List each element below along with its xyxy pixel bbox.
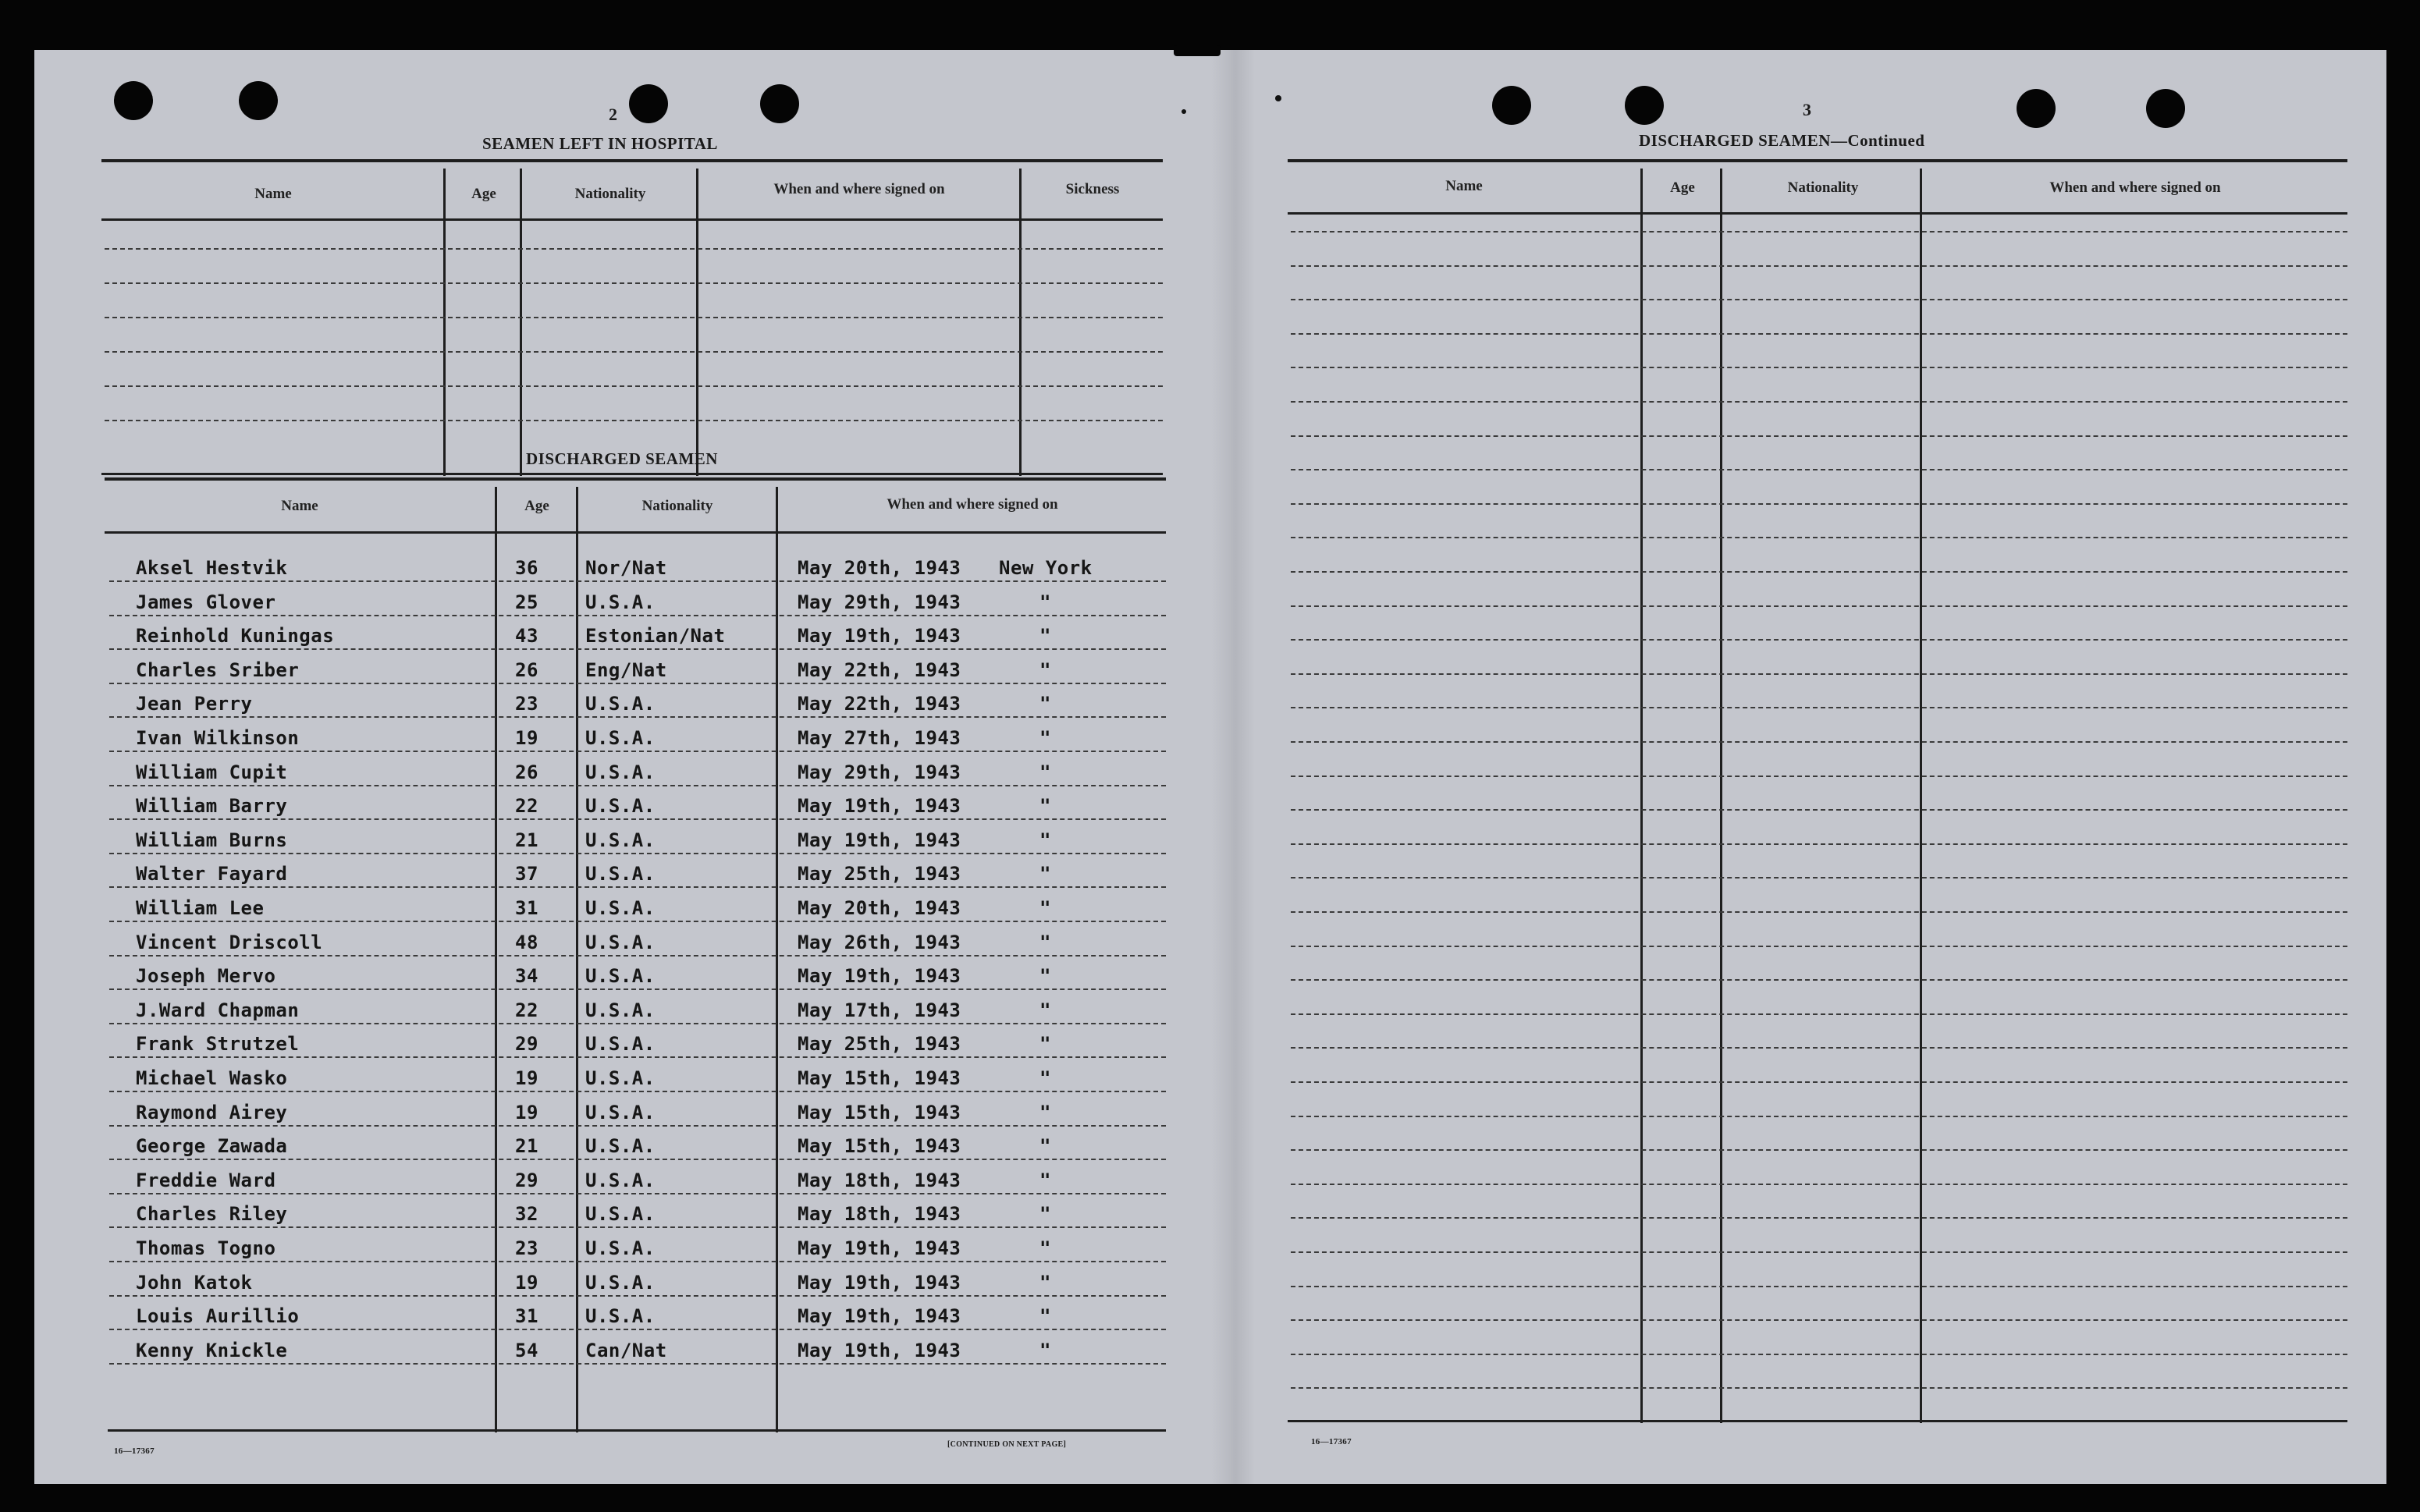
discharged-top-rule xyxy=(105,477,1166,481)
right-ruled-line xyxy=(1291,911,2347,913)
seaman-age: 19 xyxy=(515,1271,538,1294)
seaman-nationality: U.S.A. xyxy=(585,761,656,783)
seaman-age: 26 xyxy=(515,658,538,681)
discharged-ruled-line xyxy=(109,1363,1166,1365)
seaman-age: 23 xyxy=(515,693,538,715)
seaman-signed-on-place: " xyxy=(1039,591,1051,613)
punch-hole xyxy=(629,84,668,123)
seaman-signed-on-place: " xyxy=(1039,625,1051,648)
hospital-header-age: Age xyxy=(471,186,496,202)
discharged-ruled-line xyxy=(109,1193,1166,1194)
seaman-signed-on-place: " xyxy=(1039,931,1051,953)
seaman-signed-on-date: May 19th, 1943 xyxy=(798,1237,961,1259)
hospital-ruled-line xyxy=(105,385,1163,387)
seaman-age: 32 xyxy=(515,1203,538,1226)
seaman-name: Kenny Knickle xyxy=(136,1339,288,1361)
left-form-number: 16—17367 xyxy=(114,1446,155,1456)
seaman-signed-on-place: " xyxy=(1039,1305,1051,1328)
right-ruled-line xyxy=(1291,1149,2347,1151)
seaman-age: 21 xyxy=(515,829,538,851)
seaman-signed-on-date: May 19th, 1943 xyxy=(798,1339,961,1361)
seaman-name: Vincent Driscoll xyxy=(136,931,323,953)
discharged-header-rule xyxy=(105,531,1166,534)
right-ruled-line xyxy=(1291,979,2347,981)
seaman-age: 22 xyxy=(515,795,538,818)
seaman-name: Freddie Ward xyxy=(136,1169,276,1191)
seaman-name: Frank Strutzel xyxy=(136,1033,300,1056)
seaman-signed-on-date: May 25th, 1943 xyxy=(798,1033,961,1056)
seaman-age: 25 xyxy=(515,591,538,613)
discharged-ruled-line xyxy=(109,785,1166,786)
seaman-nationality: U.S.A. xyxy=(585,999,656,1021)
right-ruled-line xyxy=(1291,1047,2347,1049)
seaman-signed-on-place: " xyxy=(1039,897,1051,919)
seaman-signed-on-date: May 19th, 1943 xyxy=(798,625,961,648)
seaman-signed-on-place: " xyxy=(1039,1101,1051,1123)
hospital-col-divider xyxy=(1019,169,1022,476)
seaman-age: 23 xyxy=(515,1237,538,1259)
discharged-ruled-line xyxy=(109,921,1166,922)
right-ruled-line xyxy=(1291,333,2347,335)
punch-hole xyxy=(114,81,153,120)
seaman-nationality: U.S.A. xyxy=(585,693,656,715)
seaman-nationality: Can/Nat xyxy=(585,1339,667,1361)
seaman-age: 19 xyxy=(515,1101,538,1123)
seaman-nationality: Eng/Nat xyxy=(585,658,667,681)
seaman-name: Walter Fayard xyxy=(136,863,288,886)
discharged-col-divider xyxy=(495,487,497,1432)
hospital-ruled-line xyxy=(105,248,1163,250)
discharged-ruled-line xyxy=(109,988,1166,990)
hospital-ruled-line xyxy=(105,317,1163,318)
seaman-age: 22 xyxy=(515,999,538,1021)
seaman-age: 37 xyxy=(515,863,538,886)
right-ruled-line xyxy=(1291,537,2347,538)
discharged-ruled-line xyxy=(109,886,1166,888)
ink-speck xyxy=(1182,109,1186,114)
discharged-header-nationality: Nationality xyxy=(641,498,713,514)
seaman-nationality: U.S.A. xyxy=(585,1305,656,1328)
seaman-nationality: U.S.A. xyxy=(585,1271,656,1294)
hospital-col-divider xyxy=(443,169,446,476)
discharged-ruled-line xyxy=(109,1159,1166,1160)
seaman-signed-on-date: May 18th, 1943 xyxy=(798,1203,961,1226)
seaman-signed-on-place: " xyxy=(1039,1033,1051,1056)
seaman-signed-on-date: May 29th, 1943 xyxy=(798,761,961,783)
right-ruled-line xyxy=(1291,776,2347,777)
punch-hole xyxy=(2017,89,2056,128)
seaman-nationality: U.S.A. xyxy=(585,863,656,886)
seaman-nationality: U.S.A. xyxy=(585,897,656,919)
right-ruled-line xyxy=(1291,503,2347,505)
seaman-signed-on-place: " xyxy=(1039,829,1051,851)
discharged-ruled-line xyxy=(109,1226,1166,1228)
hospital-top-rule xyxy=(101,159,1163,162)
right-col-divider xyxy=(1920,169,1922,1423)
seaman-nationality: U.S.A. xyxy=(585,1067,656,1089)
seaman-signed-on-place: New York xyxy=(999,557,1093,579)
right-ruled-line xyxy=(1291,1217,2347,1219)
discharged-bottom-rule xyxy=(108,1429,1166,1432)
seaman-signed-on-date: May 19th, 1943 xyxy=(798,1305,961,1328)
right-col-divider xyxy=(1640,169,1643,1423)
right-ruled-line xyxy=(1291,367,2347,368)
discharged-ruled-line xyxy=(109,648,1166,650)
right-section-title: DISCHARGED SEAMEN—Continued xyxy=(1639,131,1925,150)
punch-hole xyxy=(239,81,278,120)
manifest-sheet xyxy=(34,50,2386,1484)
hospital-col-divider xyxy=(696,169,698,476)
right-ruled-line xyxy=(1291,469,2347,470)
seaman-name: Thomas Togno xyxy=(136,1237,276,1259)
seaman-signed-on-date: May 26th, 1943 xyxy=(798,931,961,953)
discharged-ruled-line xyxy=(109,683,1166,684)
seaman-age: 19 xyxy=(515,1067,538,1089)
right-ruled-line xyxy=(1291,946,2347,947)
hospital-section-title: SEAMEN LEFT IN HOSPITAL xyxy=(482,134,718,153)
seaman-signed-on-place: " xyxy=(1039,1203,1051,1226)
seaman-signed-on-date: May 22th, 1943 xyxy=(798,693,961,715)
seaman-name: Charles Sriber xyxy=(136,658,300,681)
seaman-age: 43 xyxy=(515,625,538,648)
seaman-signed-on-place: " xyxy=(1039,999,1051,1021)
seaman-name: Michael Wasko xyxy=(136,1067,288,1089)
seaman-signed-on-place: " xyxy=(1039,693,1051,715)
seaman-age: 54 xyxy=(515,1339,538,1361)
seaman-signed-on-place: " xyxy=(1039,1169,1051,1191)
right-ruled-line xyxy=(1291,1286,2347,1287)
discharged-col-divider xyxy=(576,487,578,1432)
hospital-header-nationality: Nationality xyxy=(574,186,646,202)
right-ruled-line xyxy=(1291,605,2347,607)
discharged-col-divider xyxy=(776,487,778,1432)
seaman-nationality: Estonian/Nat xyxy=(585,625,726,648)
seaman-name: John Katok xyxy=(136,1271,253,1294)
right-ruled-line xyxy=(1291,639,2347,641)
seaman-signed-on-date: May 15th, 1943 xyxy=(798,1101,961,1123)
seaman-nationality: U.S.A. xyxy=(585,965,656,988)
hospital-header-signed-on: When and where signed on xyxy=(773,181,945,197)
seaman-signed-on-date: May 18th, 1943 xyxy=(798,1169,961,1191)
right-ruled-line xyxy=(1291,435,2347,437)
discharged-ruled-line xyxy=(109,818,1166,820)
right-col-divider xyxy=(1720,169,1722,1423)
seaman-signed-on-date: May 17th, 1943 xyxy=(798,999,961,1021)
seaman-name: George Zawada xyxy=(136,1135,288,1158)
seaman-age: 36 xyxy=(515,557,538,579)
right-ruled-line xyxy=(1291,299,2347,300)
discharged-ruled-line xyxy=(109,1023,1166,1024)
seaman-nationality: Nor/Nat xyxy=(585,557,667,579)
seaman-name: William Barry xyxy=(136,795,288,818)
seaman-age: 31 xyxy=(515,1305,538,1328)
seaman-age: 34 xyxy=(515,965,538,988)
discharged-ruled-line xyxy=(109,751,1166,752)
hospital-header-sickness: Sickness xyxy=(1065,181,1120,197)
right-top-rule xyxy=(1288,159,2347,162)
seaman-signed-on-place: " xyxy=(1039,1135,1051,1158)
right-ruled-line xyxy=(1291,741,2347,743)
discharged-ruled-line xyxy=(109,1056,1166,1058)
seaman-name: Louis Aurillio xyxy=(136,1305,300,1328)
right-header-name: Name xyxy=(1445,178,1483,194)
discharged-ruled-line xyxy=(109,853,1166,854)
right-ruled-line xyxy=(1291,1116,2347,1117)
right-header-signed-on: When and where signed on xyxy=(2049,179,2221,196)
hospital-col-divider xyxy=(520,169,522,476)
right-ruled-line xyxy=(1291,877,2347,878)
right-ruled-line xyxy=(1291,231,2347,232)
seaman-name: Joseph Mervo xyxy=(136,965,276,988)
seaman-nationality: U.S.A. xyxy=(585,1203,656,1226)
seaman-name: William Lee xyxy=(136,897,265,919)
discharged-ruled-line xyxy=(109,615,1166,616)
seaman-age: 31 xyxy=(515,897,538,919)
seaman-signed-on-place: " xyxy=(1039,1237,1051,1259)
continued-note: [CONTINUED ON NEXT PAGE] xyxy=(947,1440,1067,1449)
seaman-name: J.Ward Chapman xyxy=(136,999,300,1021)
seaman-name: Reinhold Kuningas xyxy=(136,625,335,648)
seaman-signed-on-place: " xyxy=(1039,1067,1051,1089)
discharged-section-title: DISCHARGED SEAMEN xyxy=(526,449,718,468)
right-ruled-line xyxy=(1291,1251,2347,1253)
discharged-ruled-line xyxy=(109,1329,1166,1330)
right-ruled-line xyxy=(1291,571,2347,573)
seaman-signed-on-place: " xyxy=(1039,1271,1051,1294)
discharged-ruled-line xyxy=(109,1125,1166,1127)
discharged-ruled-line xyxy=(109,1261,1166,1262)
discharged-ruled-line xyxy=(109,1091,1166,1092)
seaman-age: 26 xyxy=(515,761,538,783)
seaman-nationality: U.S.A. xyxy=(585,591,656,613)
seaman-signed-on-date: May 15th, 1943 xyxy=(798,1067,961,1089)
discharged-ruled-line xyxy=(109,955,1166,957)
discharged-header-age: Age xyxy=(524,498,549,514)
right-ruled-line xyxy=(1291,1319,2347,1321)
right-ruled-line xyxy=(1291,265,2347,267)
seaman-nationality: U.S.A. xyxy=(585,1237,656,1259)
seaman-signed-on-date: May 27th, 1943 xyxy=(798,727,961,749)
hospital-ruled-line xyxy=(105,282,1163,284)
discharged-ruled-line xyxy=(109,580,1166,582)
seaman-signed-on-place: " xyxy=(1039,795,1051,818)
hospital-bottom-rule xyxy=(101,473,1163,475)
punch-hole xyxy=(2146,89,2185,128)
seaman-name: William Burns xyxy=(136,829,288,851)
right-ruled-line xyxy=(1291,1184,2347,1185)
seaman-nationality: U.S.A. xyxy=(585,1033,656,1056)
right-ruled-line xyxy=(1291,673,2347,675)
seaman-name: Aksel Hestvik xyxy=(136,557,288,579)
right-ruled-line xyxy=(1291,1081,2347,1083)
hospital-ruled-line xyxy=(105,420,1163,421)
right-ruled-line xyxy=(1291,401,2347,403)
ink-speck xyxy=(1174,45,1221,56)
right-ruled-line xyxy=(1291,843,2347,845)
right-header-age: Age xyxy=(1670,179,1695,196)
right-ruled-line xyxy=(1291,1387,2347,1389)
seaman-signed-on-date: May 29th, 1943 xyxy=(798,591,961,613)
seaman-signed-on-place: " xyxy=(1039,863,1051,886)
ink-speck xyxy=(1275,95,1281,101)
seaman-signed-on-place: " xyxy=(1039,658,1051,681)
right-form-number: 16—17367 xyxy=(1311,1437,1352,1446)
seaman-signed-on-date: May 19th, 1943 xyxy=(798,965,961,988)
right-ruled-line xyxy=(1291,809,2347,811)
hospital-header-name: Name xyxy=(254,186,292,202)
punch-hole xyxy=(1492,86,1531,125)
seaman-signed-on-date: May 20th, 1943 xyxy=(798,897,961,919)
seaman-signed-on-date: May 19th, 1943 xyxy=(798,1271,961,1294)
seaman-signed-on-place: " xyxy=(1039,727,1051,749)
seaman-signed-on-place: " xyxy=(1039,965,1051,988)
seaman-name: Raymond Airey xyxy=(136,1101,288,1123)
right-ruled-line xyxy=(1291,1013,2347,1015)
seaman-name: James Glover xyxy=(136,591,276,613)
seaman-nationality: U.S.A. xyxy=(585,1135,656,1158)
right-page-number: 3 xyxy=(1803,100,1811,119)
punch-hole xyxy=(1625,86,1664,125)
page-fold xyxy=(1211,50,1255,1484)
seaman-age: 21 xyxy=(515,1135,538,1158)
right-header-rule xyxy=(1288,212,2347,215)
seaman-age: 29 xyxy=(515,1169,538,1191)
punch-hole xyxy=(760,84,799,123)
right-header-nationality: Nationality xyxy=(1787,179,1859,196)
seaman-age: 29 xyxy=(515,1033,538,1056)
hospital-ruled-line xyxy=(105,351,1163,353)
seaman-nationality: U.S.A. xyxy=(585,1101,656,1123)
seaman-nationality: U.S.A. xyxy=(585,829,656,851)
right-ruled-line xyxy=(1291,707,2347,708)
seaman-signed-on-place: " xyxy=(1039,761,1051,783)
right-ruled-line xyxy=(1291,1354,2347,1355)
hospital-header-rule xyxy=(101,218,1163,221)
seaman-signed-on-place: " xyxy=(1039,1339,1051,1361)
seaman-nationality: U.S.A. xyxy=(585,1169,656,1191)
seaman-signed-on-date: May 22th, 1943 xyxy=(798,658,961,681)
discharged-ruled-line xyxy=(109,1295,1166,1297)
seaman-name: William Cupit xyxy=(136,761,288,783)
discharged-ruled-line xyxy=(109,716,1166,718)
seaman-signed-on-date: May 25th, 1943 xyxy=(798,863,961,886)
seaman-name: Ivan Wilkinson xyxy=(136,727,300,749)
left-page-number: 2 xyxy=(609,105,617,124)
seaman-signed-on-date: May 19th, 1943 xyxy=(798,795,961,818)
seaman-nationality: U.S.A. xyxy=(585,795,656,818)
seaman-age: 19 xyxy=(515,727,538,749)
seaman-name: Jean Perry xyxy=(136,693,253,715)
seaman-nationality: U.S.A. xyxy=(585,931,656,953)
discharged-header-name: Name xyxy=(281,498,318,514)
seaman-nationality: U.S.A. xyxy=(585,727,656,749)
seaman-signed-on-date: May 20th, 1943 xyxy=(798,557,961,579)
right-bottom-rule xyxy=(1288,1420,2347,1422)
discharged-header-signed-on: When and where signed on xyxy=(887,496,1058,513)
seaman-age: 48 xyxy=(515,931,538,953)
seaman-name: Charles Riley xyxy=(136,1203,288,1226)
seaman-signed-on-date: May 19th, 1943 xyxy=(798,829,961,851)
seaman-signed-on-date: May 15th, 1943 xyxy=(798,1135,961,1158)
